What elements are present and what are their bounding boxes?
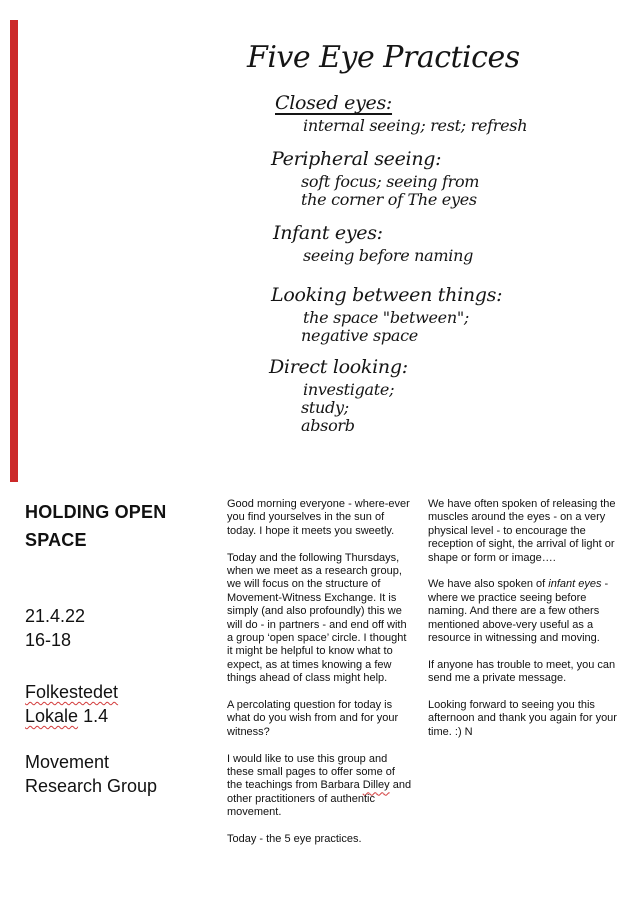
handwritten-line: absorb — [301, 416, 355, 435]
group-name-line1: Movement — [25, 752, 110, 772]
venue-name: Folkestedet — [25, 682, 119, 702]
handwritten-heading-looking-between: Looking between things: — [271, 284, 503, 306]
handwritten-line: the space "between"; — [303, 308, 469, 327]
body-column-3 — [428, 498, 618, 753]
handwritten-line: seeing before naming — [303, 246, 474, 265]
emphasis-infant-eyes: infant eyes — [548, 578, 602, 591]
event-title: HOLDING OPEN SPACE — [25, 502, 167, 550]
handwritten-heading-closed-eyes: Closed eyes: — [275, 92, 393, 114]
paragraph-infant-eyes — [428, 578, 618, 645]
event-date: 21.4.22 — [25, 606, 86, 626]
group-name-line2: Research Group — [25, 776, 158, 796]
handwritten-note — [245, 30, 545, 450]
handwritten-line: soft focus; seeing from — [301, 172, 480, 191]
handwritten-heading-infant-eyes: Infant eyes: — [273, 222, 383, 244]
red-accent-bar — [10, 20, 18, 482]
handwritten-title: Five Eye Practices — [247, 40, 520, 75]
event-venue — [25, 680, 118, 704]
handwritten-line: investigate; — [303, 380, 395, 399]
paragraph: If anyone has trouble to meet, you can send me a private message. — [428, 658, 616, 685]
handwritten-line: internal seeing; rest; refresh — [303, 116, 528, 135]
paragraph: A percolating question for today is what do you wish from and for your witness? — [227, 699, 399, 738]
room-word: Lokale — [25, 706, 79, 726]
handwritten-line: negative space — [301, 326, 418, 345]
paragraph-text: We have also spoken of — [428, 578, 549, 591]
event-time: 16-18 — [25, 630, 72, 650]
event-room — [25, 704, 108, 728]
room-number: 1.4 — [83, 706, 109, 726]
paragraph-dilley: I would like to use this group and these small pages to offer some of the teachings from Barbara Dilley and other practitioners of authentic movement. — [227, 752, 412, 819]
handwritten-heading-peripheral: Peripheral seeing: — [271, 148, 442, 170]
handwritten-line: the corner of The eyes — [301, 190, 477, 209]
paragraph: Today - the 5 eye practices. — [227, 833, 362, 846]
handwritten-heading-direct-looking: Direct looking: — [269, 356, 408, 378]
paragraph-text: - where we practice seeing before naming. And there are a few others mentioned above-very useful as a resource in witnessing and moving. — [428, 578, 609, 645]
paragraph: Today and the following Thursdays, when we meet as a research group, we will focus on the structure of Movement-Witness Exchange. It is simply (and also profoundly) this we will do - in partners - and end off with a group ‘open space’ circle. I thought it might be helpful to know what to expect, as at times knowing a few things ahead of class might help. — [227, 551, 407, 685]
body-column-2 — [227, 498, 412, 860]
paragraph: Good morning everyone - where-ever you find yourselves in the sun of today. I hope it meets you sweetly. — [227, 498, 410, 537]
paragraph: Looking forward to seeing you this afternoon and thank you again for your time. :) N — [428, 699, 617, 738]
handwritten-line: study; — [301, 398, 349, 417]
misspelled-word: Dilley — [362, 779, 390, 792]
paragraph: We have often spoken of releasing the muscles around the eyes - on a very physical level - to encourage the reception of sight, the arrival of light or shape or form or image…. — [428, 498, 616, 564]
